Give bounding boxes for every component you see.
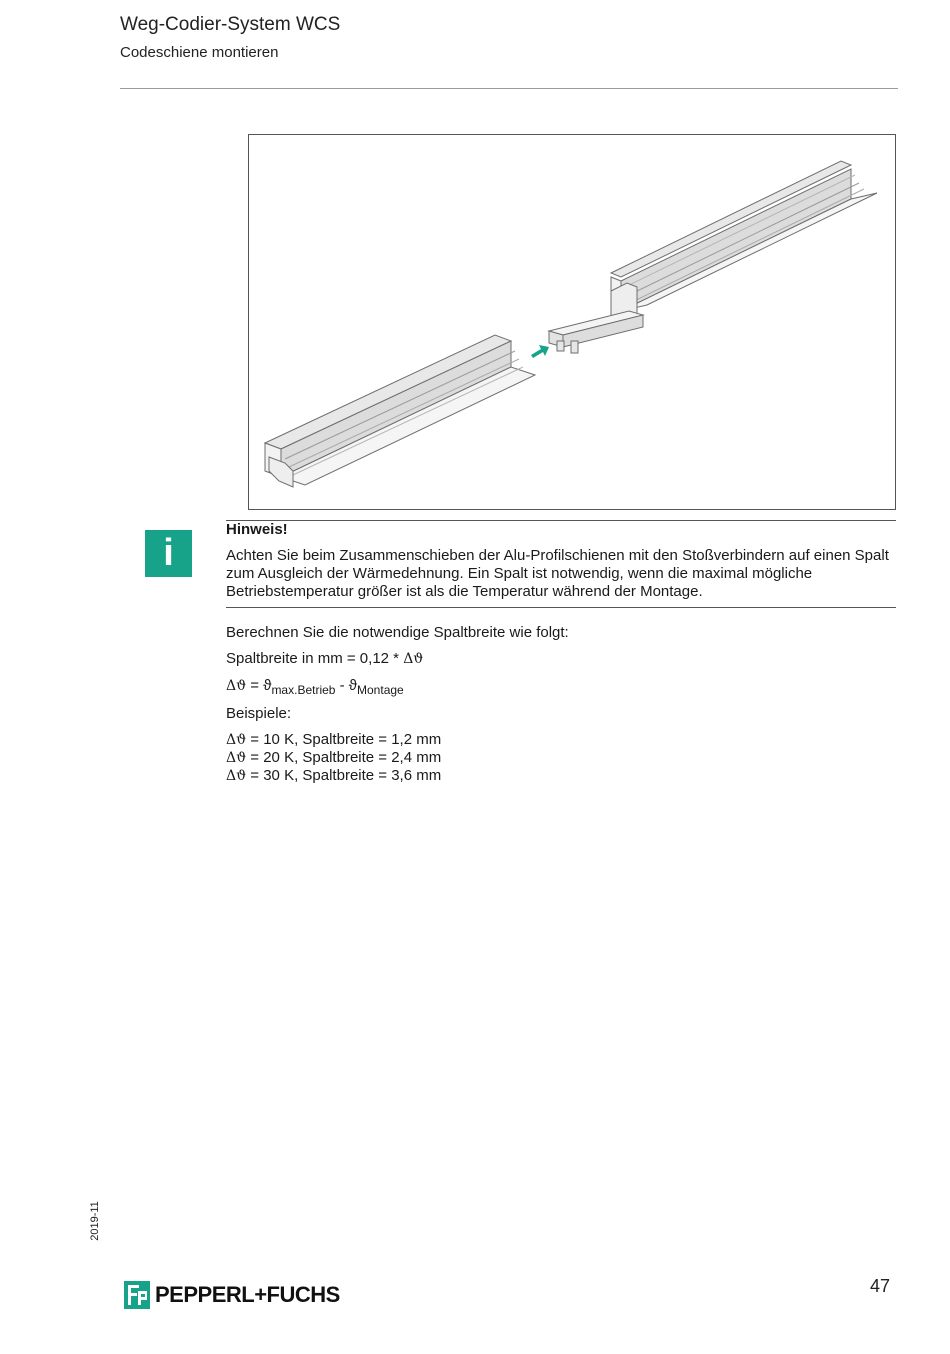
page-number: 47 [870, 1276, 891, 1296]
brand-name: PEPPERL+FUCHS [155, 1282, 340, 1307]
revision-date: 2019-11 [89, 1201, 101, 1241]
right-rail [611, 161, 877, 321]
example-text: = 10 K, Spaltbreite = 1,2 mm [246, 731, 442, 748]
header-divider [120, 88, 898, 89]
brand-logo [124, 1280, 340, 1310]
delta-theta-symbol: Δϑ [226, 768, 247, 784]
note-title: Hinweis! [226, 521, 288, 538]
formula-delta-theta [226, 677, 404, 697]
formula-minus-theta: - ϑ [335, 677, 358, 694]
note-text: Achten Sie beim Zusammenschieben der Alu-Profilschienen mit den Stoßverbindern auf einen Spalt zum Ausgleich der Wärmedehnung. Ein Spalt ist notwendig, wenn die maximal mögliche Betriebstemperatur größer ist als die Temperatur während der Montage. [226, 547, 889, 600]
example-text: = 20 K, Spaltbreite = 2,4 mm [246, 749, 442, 766]
formula-gap-width [226, 650, 423, 667]
calc-intro: Berechnen Sie die notwendige Spaltbreite wie folgt: [226, 624, 569, 641]
formula-equals-theta: = ϑ [246, 677, 272, 694]
subscript-max-betrieb: max.Betrieb [271, 683, 336, 697]
rail-illustration [249, 135, 895, 509]
pf-logo-icon [124, 1281, 150, 1309]
page-title: Weg-Codier-System WCS [120, 14, 341, 35]
formula-prefix: Spaltbreite in mm = 0,12 * [226, 650, 404, 667]
example-line [226, 749, 441, 766]
page-subtitle: Codeschiene montieren [120, 44, 279, 61]
joint-connector [549, 311, 643, 353]
delta-theta-symbol: Δϑ [226, 750, 247, 766]
example-line [226, 767, 441, 784]
example-text: = 30 K, Spaltbreite = 3,6 mm [246, 767, 442, 784]
delta-theta-symbol: Δϑ [226, 732, 247, 748]
info-icon: i [145, 530, 192, 577]
direction-arrow-icon [531, 345, 549, 358]
left-rail [265, 335, 535, 487]
note-top-divider [226, 520, 896, 521]
delta-theta-symbol: Δϑ [226, 678, 247, 694]
note-bottom-divider [226, 607, 896, 608]
subscript-montage: Montage [357, 683, 404, 697]
example-line [226, 731, 441, 748]
rail-assembly-figure [248, 134, 896, 510]
delta-theta-symbol: Δϑ [403, 651, 424, 667]
examples-label: Beispiele: [226, 705, 292, 722]
